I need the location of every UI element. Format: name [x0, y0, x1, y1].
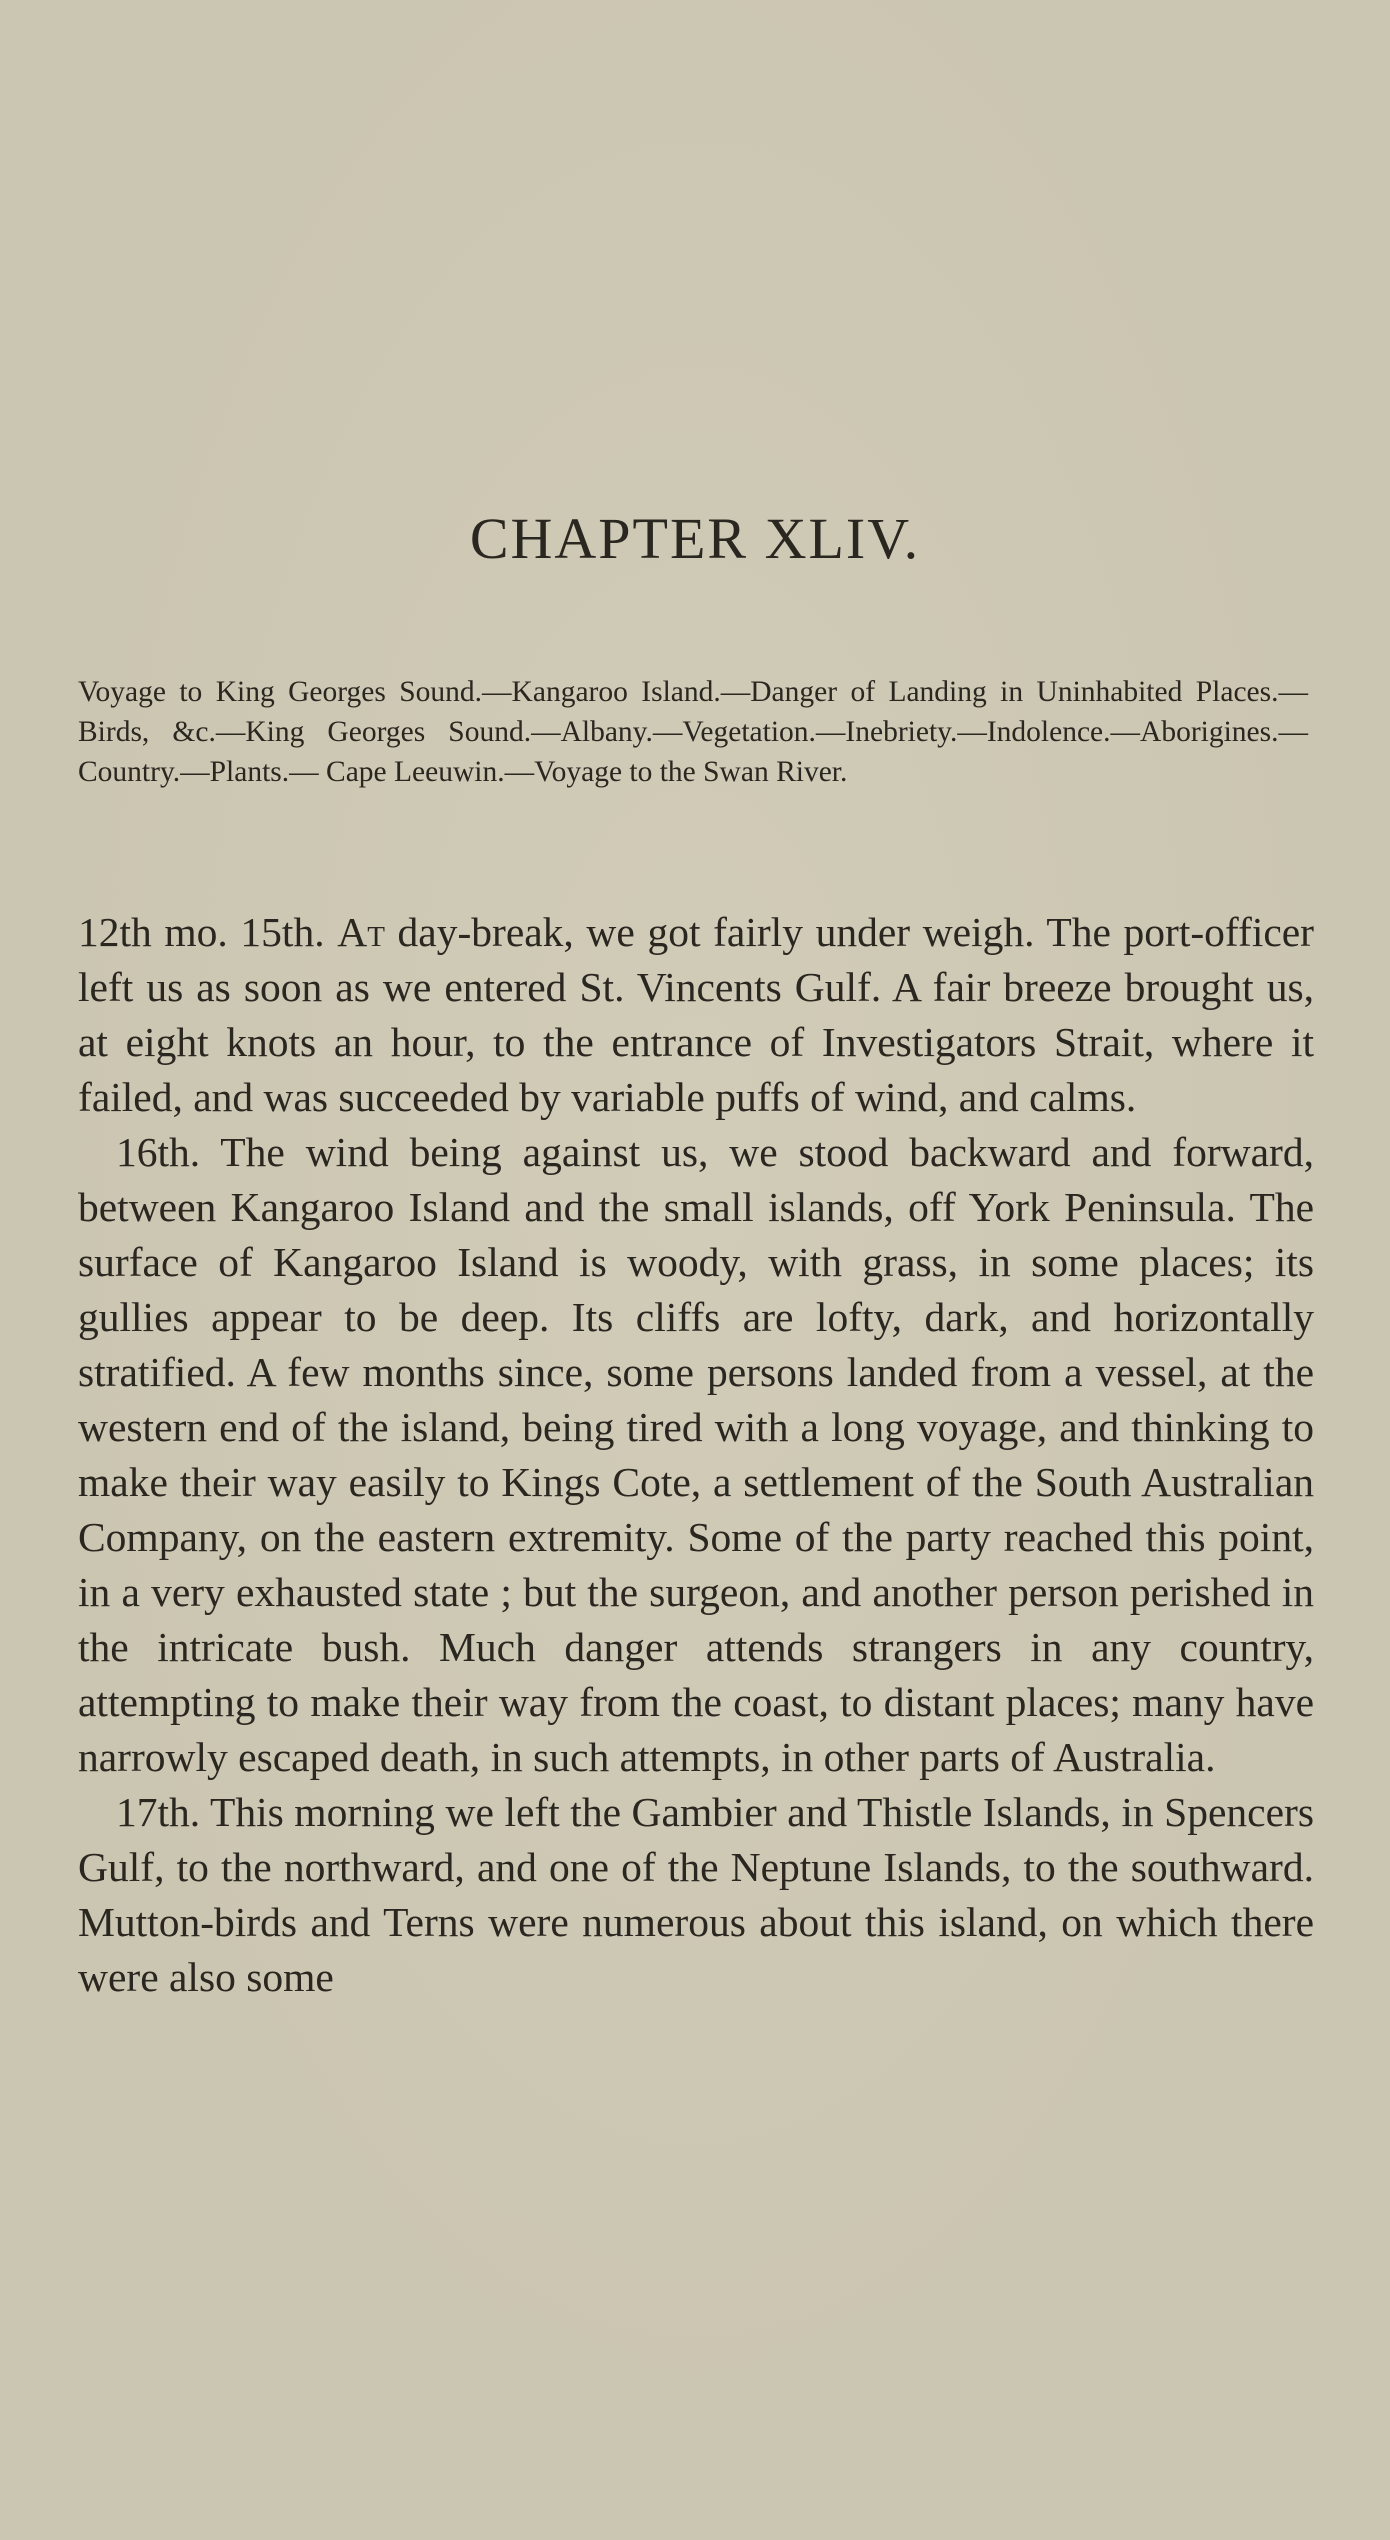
- lead-word: At: [337, 909, 385, 955]
- entry-date: 12th mo. 15th.: [78, 909, 325, 955]
- paragraph-dec-16: [78, 1125, 1314, 1785]
- chapter-summary: Voyage to King Georges Sound.—Kangaroo Island.—Danger of Landing in Uninhabited Places.—Birds, &c.—King Georges Sound.—Albany.—Vegetation.—Inebriety.—Indolence.—Aborigines.—Country.—Plants.— Cape Leeuwin.—Voyage to the Swan River.: [78, 676, 1308, 788]
- paragraph-dec-15: [78, 905, 1314, 1125]
- paragraph-text: day-break, we got fairly under weigh. The port-officer left us as soon as we entered St. Vincents Gulf. A fair breeze brought us, at eight knots an hour, to the entrance of Investigators Strait, where it failed, and was succeeded by variable puffs of wind, and calms.: [78, 909, 1315, 1120]
- body-text: [78, 905, 1314, 2005]
- chapter-title: CHAPTER XLIV.: [469, 506, 921, 571]
- paragraph-text: The wind being against us, we stood backward and forward, between Kangaroo Island and the small islands, off York Peninsula. The surface of Kangaroo Island is woody, with grass, in some places; its gullies appear to be deep. Its cliffs are lofty, dark, and horizontally stratified. A few months since, some persons landed from a vessel, at the western end of the island, being tired with a long voyage, and thinking to make their way easily to Kings Cote, a settlement of the South Australian Company, on the eastern extremity. Some of the party reached this point, in a very exhausted state ; but the surgeon, and another person perished in the intricate bush. Much danger attends strangers in any country, attempting to make their way from the coast, to distant places; many have narrowly escaped death, in such attempts, in other parts of Australia.: [78, 1129, 1314, 1780]
- paragraph-dec-17: [78, 1785, 1314, 2005]
- paragraph-text: This morning we left the Gambier and Thistle Islands, in Spencers Gulf, to the northward, and one of the Neptune Islands, to the southward. Mutton-birds and Terns were numerous about this island, on which there were also some: [78, 1789, 1314, 2000]
- entry-date: 17th.: [116, 1789, 201, 1835]
- entry-date: 16th.: [116, 1129, 201, 1175]
